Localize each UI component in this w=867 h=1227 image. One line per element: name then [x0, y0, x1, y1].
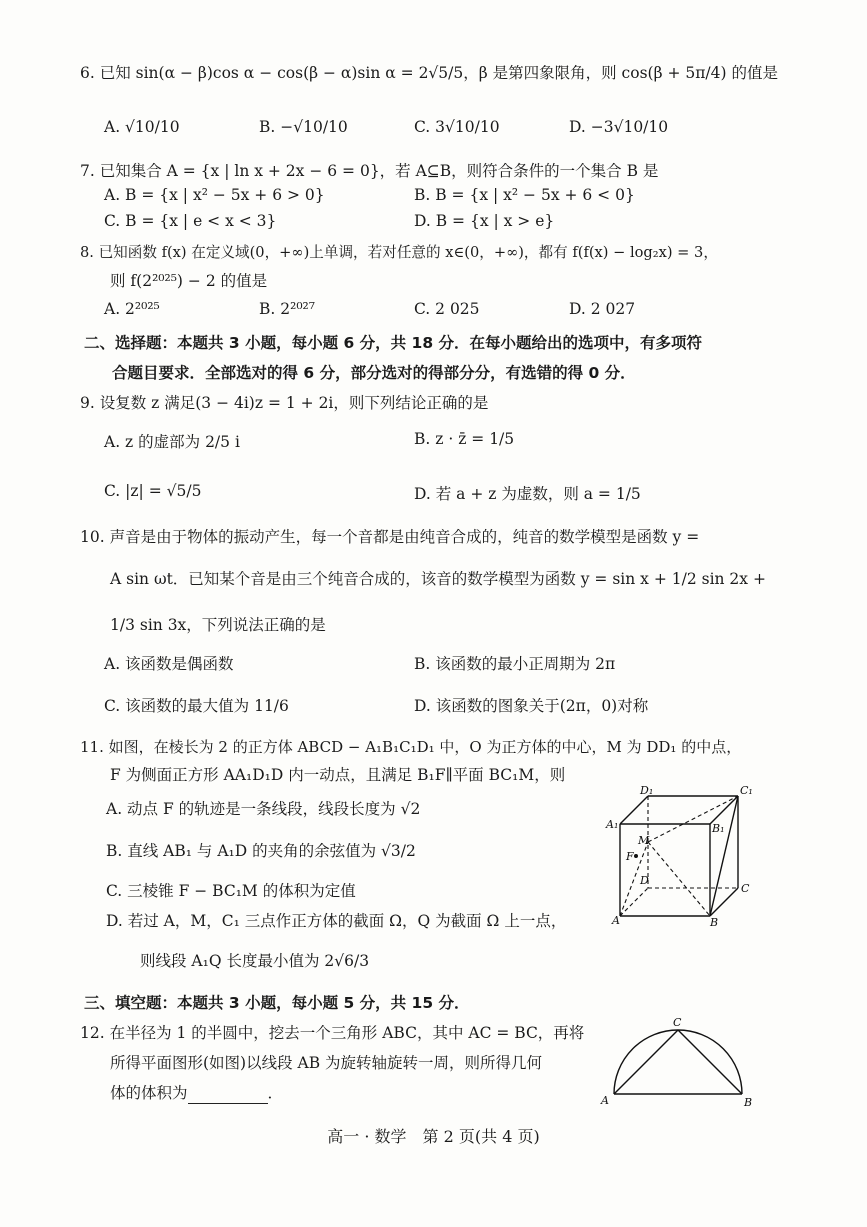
question-11-line1: 11. 如图，在棱长为 2 的正方体 ABCD − A₁B₁C₁D₁ 中，O 为正方体的中心，M 为 DD₁ 的中点， — [80, 738, 742, 756]
label-b: B — [710, 916, 719, 929]
label-m: M — [638, 834, 650, 847]
q11-option-d: D. 若过 A，M，C₁ 三点作正方体的截面 Ω，Q 为截面 Ω 上一点， — [106, 912, 567, 930]
label-a1: A₁ — [606, 818, 619, 831]
label-d: D — [640, 874, 649, 887]
q7-option-c: C. B = {x | e < x < 3} — [104, 212, 277, 230]
q6-option-a: A. √10/10 — [104, 118, 180, 136]
q10-option-a: A. 该函数是偶函数 — [104, 655, 234, 673]
question-6-options — [104, 118, 724, 136]
page-footer: 高一 · 数学 第 2 页(共 4 页) — [327, 1127, 540, 1146]
q10-option-c: C. 该函数的最大值为 11/6 — [104, 697, 289, 715]
answer-blank[interactable] — [188, 1087, 268, 1104]
q7-option-a: A. B = {x | x² − 5x + 6 > 0} — [104, 186, 325, 204]
question-8-stem-line1: 8. 已知函数 f(x) 在定义域(0，+∞)上单调，若对任意的 x∈(0，+∞)，都有 f(f(x) − log₂x) = 3， — [80, 244, 718, 261]
label-b: B — [744, 1096, 753, 1109]
question-10-line2: A sin ωt．已知某个音是由三个纯音合成的，该音的数学模型为函数 y = sin x + 1/2 sin 2x + — [110, 570, 766, 588]
question-10-options-row1 — [104, 652, 724, 674]
q8-option-b: B. 2²⁰²⁷ — [259, 300, 315, 318]
question-7-options-row2 — [104, 212, 724, 230]
label-a: A — [612, 914, 620, 927]
q11-option-d-line2: 则线段 A₁Q 长度最小值为 2√6/3 — [140, 952, 370, 970]
edge-d1a1 — [620, 796, 648, 824]
side-ac — [614, 1030, 678, 1094]
question-10-options-row2 — [104, 694, 724, 716]
question-10-line1: 10. 声音是由于物体的振动产生，每一个音都是由纯音合成的，纯音的数学模型是函数 y = — [80, 528, 700, 546]
question-8-stem-line2: 则 f(2²⁰²⁵) − 2 的值是 — [110, 272, 268, 290]
semicircle-arc — [614, 1030, 742, 1094]
line-mb — [648, 842, 710, 916]
question-7-options-row1 — [104, 186, 724, 204]
q6-option-d: D. −3√10/10 — [569, 118, 669, 136]
q8-option-c: C. 2 025 — [414, 300, 480, 318]
label-c: C — [741, 882, 750, 895]
line-c1b — [710, 796, 738, 916]
label-c: C — [673, 1016, 682, 1029]
q10-option-d: D. 该函数的图象关于(2π，0)对称 — [414, 697, 649, 715]
q8-option-d: D. 2 027 — [569, 300, 636, 318]
question-6-stem: 6. 已知 sin(α − β)cos α − cos(β − α)sin α = 2√5/5，β 是第四象限角，则 cos(β + 5π/4) 的值是 — [80, 64, 778, 82]
q12-line3-text: 体的体积为 — [110, 1084, 188, 1102]
cube-figure — [606, 784, 760, 929]
q11-option-b: B. 直线 AB₁ 与 A₁D 的夹角的余弦值为 √3/2 — [106, 842, 416, 860]
label-f: F — [626, 850, 634, 863]
q8-option-a: A. 2²⁰²⁵ — [104, 300, 160, 318]
q6-option-b: B. −√10/10 — [259, 118, 348, 136]
section-2-heading-line2: 合题目要求．全部选对的得 6 分，部分选对的得部分分，有选错的得 0 分． — [112, 364, 636, 382]
question-12-line3 — [110, 1082, 283, 1104]
q7-option-b: B. B = {x | x² − 5x + 6 < 0} — [414, 186, 635, 204]
q9-option-c: C. |z| = √5/5 — [104, 482, 202, 500]
label-d1: D₁ — [640, 784, 654, 797]
q9-option-a: A. z 的虚部为 2/5 i — [104, 433, 240, 451]
q6-option-c: C. 3√10/10 — [414, 118, 500, 136]
question-12-line1: 12. 在半径为 1 的半圆中，挖去一个三角形 ABC，其中 AC = BC，再将 — [80, 1024, 585, 1042]
edge-ad — [620, 888, 648, 916]
question-10-line3: 1/3 sin 3x，下列说法正确的是 — [110, 616, 326, 634]
semicircle-figure — [598, 1018, 758, 1108]
side-bc — [678, 1030, 742, 1094]
q9-option-b: B. z · z̄ = 1/5 — [414, 430, 515, 448]
q12-line3-end: ． — [267, 1084, 284, 1102]
label-c1: C₁ — [740, 784, 753, 797]
label-b1: B₁ — [712, 822, 725, 835]
question-11-line2: F 为侧面正方形 AA₁D₁D 内一动点，且满足 B₁F∥平面 BC₁M，则 — [110, 766, 566, 784]
edge-bc — [710, 888, 738, 916]
q10-option-b: B. 该函数的最小正周期为 2π — [414, 655, 616, 673]
line-mc1 — [648, 796, 738, 842]
q11-option-c: C. 三棱锥 F − BC₁M 的体积为定值 — [106, 882, 356, 900]
point-f — [634, 854, 638, 858]
label-a: A — [601, 1094, 609, 1107]
question-9-options-row2 — [104, 482, 724, 504]
question-9-options-row1 — [104, 430, 724, 452]
edge-b1c1 — [710, 796, 738, 824]
q11-option-a: A. 动点 F 的轨迹是一条线段，线段长度为 √2 — [106, 800, 421, 818]
section-2-heading: 二、选择题：本题共 3 小题，每小题 6 分，共 18 分．在每小题给出的选项中，有多项符 — [84, 334, 703, 352]
q7-option-d: D. B = {x | x > e} — [414, 212, 555, 230]
question-8-options — [104, 300, 724, 318]
q9-option-d: D. 若 a + z 为虚数，则 a = 1/5 — [414, 485, 641, 503]
question-9-stem: 9. 设复数 z 满足(3 − 4i)z = 1 + 2i，则下列结论正确的是 — [80, 394, 489, 412]
section-3-heading: 三、填空题：本题共 3 小题，每小题 5 分，共 15 分． — [84, 994, 470, 1012]
question-12-line2: 所得平面图形(如图)以线段 AB 为旋转轴旋转一周，则所得几何 — [110, 1054, 543, 1072]
question-7-stem: 7. 已知集合 A = {x | ln x + 2x − 6 = 0}，若 A⊆B，则符合条件的一个集合 B 是 — [80, 162, 659, 180]
